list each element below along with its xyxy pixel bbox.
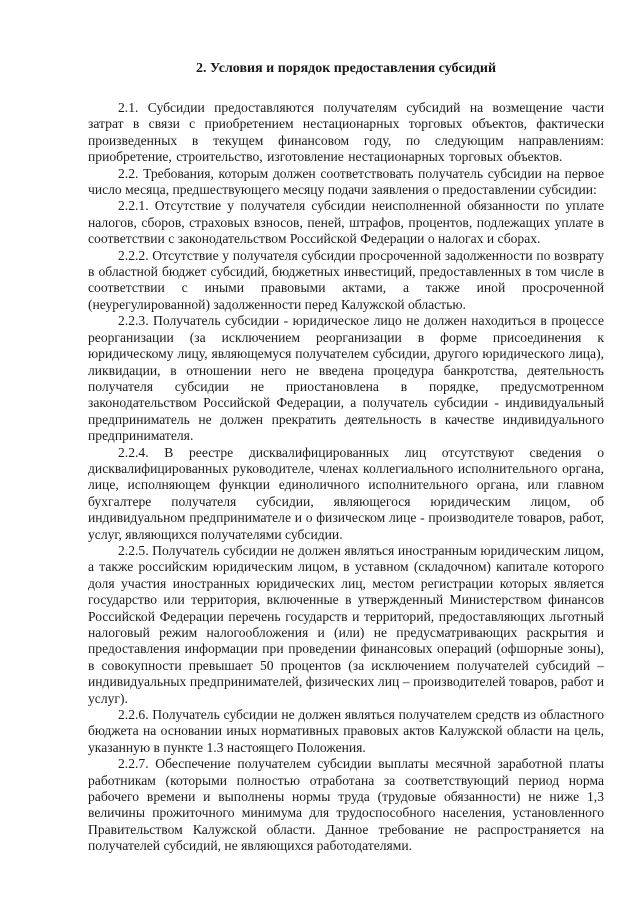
paragraph-2-2-2: 2.2.2. Отсутствие у получателя субсидии просроченной задолженности по возврату в областной бюджет субсидий, бюджетных инвестиций, предоставленных в том числе в соответствии с иными правовыми актами, а также иной просроченной (неурегулированной) задолженности перед Калужской областью. [88, 247, 604, 312]
paragraph-2-2-7: 2.2.7. Обеспечение получателем субсидии выплаты месячной заработной платы работникам (которыми полностью отработана за соответствующий период норма рабочего времени и выполнены нормы труда (трудовые обязанности) не ниже 1,3 величины прожиточного минимума для трудоспособного населения, установленного Правительством Калужской области. Данное требование не распространяется на получателей субсидий, не являющихся работодателями. [88, 756, 604, 854]
paragraph-2-2-4: 2.2.4. В реестре дисквалифицированных лиц отсутствуют сведения о дисквалифицированных руководителе, членах коллегиального исполнительного органа, лице, исполняющем функции единоличного исполнительного органа, или главном бухгалтере получателя субсидии, являющегося юридическим лицом, об индивидуальном предпринимателе и о физическом лице - производителе товаров, работ, услуг, являющихся получателями субсидии. [88, 444, 604, 542]
paragraph-2-1: 2.1. Субсидии предоставляются получателям субсидий на возмещение части затрат в связи с приобретением нестационарных торговых объектов, фактически произведенных в текущем финансовом году, по следующим направлениям: приобретение, строительство, изготовление нестационарных торговых объектов. [88, 100, 604, 165]
paragraph-2-2-5: 2.2.5. Получатель субсидии не должен являться иностранным юридическим лицом, а также российским юридическим лицом, в уставном (складочном) капитале которого доля участия иностранных юридических лиц, местом регистрации которых является государство или территория, включенные в утвержденный Министерством финансов Российской Федерации перечень государств и территорий, предоставляющих льготный налоговый режим налогообложения и (или) не предусматривающих раскрытия и предоставления информации при проведении финансовых операций (офшорные зоны), в совокупности превышает 50 процентов (за исключением получателей субсидий – индивидуальных предпринимателей, физических лиц – производителей товаров, работ и услуг). [88, 542, 604, 706]
paragraph-2-2-1: 2.2.1. Отсутствие у получателя субсидии неисполненной обязанности по уплате налогов, сборов, страховых взносов, пеней, штрафов, процентов, подлежащих уплате в соответствии с законодательством Российской Федерации о налогах и сборах. [88, 198, 604, 247]
section-title: 2. Условия и порядок предоставления субсидий [195, 61, 497, 76]
paragraph-2-2-6: 2.2.6. Получатель субсидии не должен являться получателем средств из областного бюджета на основании иных нормативных правовых актов Калужской области на цель, указанную в пункте 1.3 настоящего Положения. [88, 707, 604, 755]
paragraph-2-2: 2.2. Требования, которым должен соответствовать получатель субсидии на первое число месяца, предшествующего месяцу подачи заявления о предоставлении субсидии: [88, 165, 604, 198]
paragraph-2-2-3: 2.2.3. Получатель субсидии - юридическое лицо не должен находиться в процессе реорганизации (за исключением реорганизации в форме присоединения к юридическому лицу, являющемуся получателем субсидии, другого юридического лица), ликвидации, в отношении него не введена процедура банкротства, деятельность получателя субсидии не приостановлена в порядке, предусмотренном законодательством Российской Федерации, а получатель субсидии - индивидуальный предприниматель не должен прекратить деятельность в качестве индивидуального предпринимателя. [88, 313, 604, 444]
